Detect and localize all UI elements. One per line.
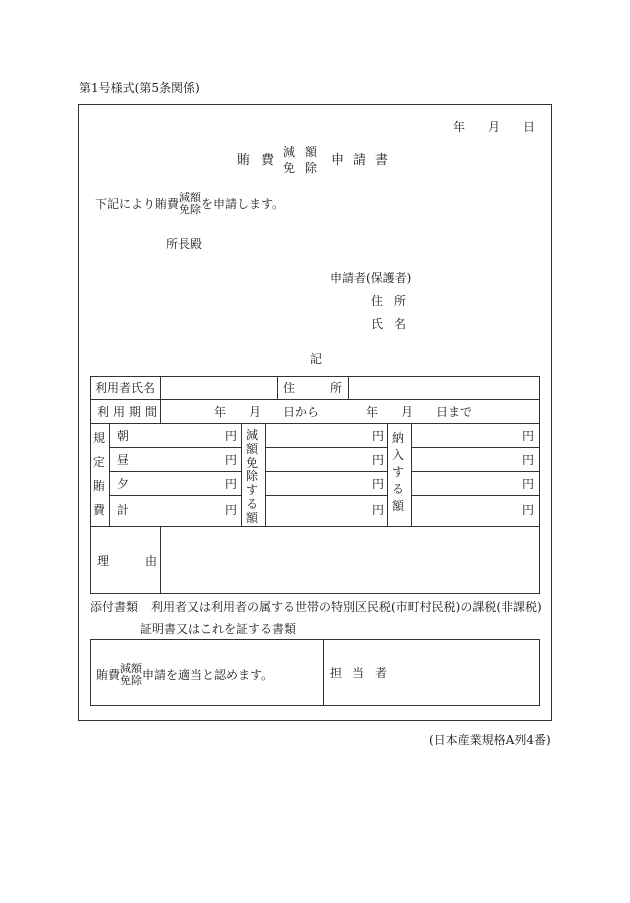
payment-char: る xyxy=(392,482,405,496)
yen-unit: 円 xyxy=(522,453,535,467)
table-rule xyxy=(160,376,161,399)
yen-unit: 円 xyxy=(225,429,238,443)
table-rule xyxy=(348,376,349,399)
table-rule xyxy=(109,423,110,526)
applicant-address-char: 所 xyxy=(394,294,407,308)
table-rule xyxy=(265,447,387,448)
intro-before: 下記により賄費 xyxy=(95,196,180,211)
approval-stack-top: 減額 xyxy=(120,662,143,675)
reason-label-char: 理 xyxy=(97,554,110,568)
address-label-char: 所 xyxy=(330,381,343,395)
table-rule xyxy=(411,495,540,496)
user-name-field[interactable] xyxy=(172,380,272,396)
title-char: 除 xyxy=(305,161,318,175)
table-rule xyxy=(90,423,540,424)
title-char: 請 xyxy=(353,153,367,168)
attachments-line-1: 利用者又は利用者の属する世帯の特別区民税(市町村民税)の課税(非課税) xyxy=(151,600,542,614)
payment-char: す xyxy=(392,465,405,479)
yen-unit: 円 xyxy=(372,477,385,491)
date-month-label: 月 xyxy=(488,120,501,134)
approval-stack xyxy=(120,663,142,686)
period-start-month: 月 xyxy=(249,405,262,419)
title-char: 免 xyxy=(283,161,296,175)
user-address-field[interactable] xyxy=(355,380,535,396)
reduction-amount-label xyxy=(246,429,258,526)
period-end-year: 年 xyxy=(366,405,379,419)
title-char: 賄 xyxy=(237,153,251,168)
regulated-fee-char: 規 xyxy=(93,431,106,445)
period-start-day: 日から xyxy=(283,405,320,419)
table-rule xyxy=(265,423,266,526)
record-heading: 記 xyxy=(310,352,323,366)
table-rule xyxy=(411,471,540,472)
yen-unit: 円 xyxy=(372,503,385,517)
payment-amount-label xyxy=(392,431,404,514)
title-char: 書 xyxy=(375,153,389,168)
meal-dinner-label: 夕 xyxy=(117,477,130,491)
table-rule xyxy=(241,423,242,526)
officer-label-char: 者 xyxy=(375,666,388,680)
yen-unit: 円 xyxy=(372,453,385,467)
reason-field[interactable] xyxy=(166,532,534,588)
table-rule xyxy=(109,447,241,448)
yen-unit: 円 xyxy=(225,503,238,517)
table-rule xyxy=(411,447,540,448)
reduction-char: す xyxy=(246,483,259,498)
title-char: 減 xyxy=(283,145,296,159)
reduction-char: 額 xyxy=(246,441,259,456)
table-rule xyxy=(160,399,161,423)
reduction-char: 額 xyxy=(246,510,259,525)
period-start-year: 年 xyxy=(214,405,227,419)
intro-stack-top: 減額 xyxy=(179,191,202,204)
applicant-name-char: 名 xyxy=(394,317,407,331)
addressee: 所長殿 xyxy=(166,237,203,251)
table-rule xyxy=(323,639,324,706)
period-label-char: 期 xyxy=(129,405,142,419)
payment-char: 納 xyxy=(392,431,405,445)
table-rule xyxy=(387,423,388,526)
period-end-month: 月 xyxy=(401,405,414,419)
meal-breakfast-label: 朝 xyxy=(117,429,130,443)
yen-unit: 円 xyxy=(522,429,535,443)
officer-label-char: 担 xyxy=(330,666,343,680)
attachments-line-2: 証明書又はこれを証する書類 xyxy=(140,622,297,636)
title-char: 費 xyxy=(261,153,275,168)
yen-unit: 円 xyxy=(225,477,238,491)
yen-unit: 円 xyxy=(225,453,238,467)
period-label-char: 間 xyxy=(145,405,158,419)
reason-label-char: 由 xyxy=(145,554,158,568)
date-day-label: 日 xyxy=(523,120,536,134)
intro-stack-bottom: 免除 xyxy=(179,202,202,216)
table-rule xyxy=(90,526,540,527)
regulated-fee-label xyxy=(93,431,105,518)
user-name-label: 利用者氏名 xyxy=(95,381,156,395)
yen-unit: 円 xyxy=(522,503,535,517)
regulated-fee-char: 定 xyxy=(93,455,106,469)
meal-total-label: 計 xyxy=(117,503,130,517)
address-label-char: 住 xyxy=(283,381,296,395)
intro-after: を申請します。 xyxy=(201,196,285,211)
intro-sentence xyxy=(95,192,284,215)
approval-stack-bottom: 免除 xyxy=(120,673,143,687)
approval-after: 申請を適当と認めます。 xyxy=(142,667,274,682)
applicant-address-char: 住 xyxy=(371,294,384,308)
payment-char: 額 xyxy=(392,499,405,513)
table-rule xyxy=(90,399,540,400)
applicant-name-char: 氏 xyxy=(371,317,384,331)
meal-lunch-label: 昼 xyxy=(117,453,130,467)
date-year-label: 年 xyxy=(453,120,466,134)
table-rule xyxy=(265,495,387,496)
regulated-fee-char: 賄 xyxy=(93,479,106,493)
reduction-char: 除 xyxy=(246,469,259,484)
yen-unit: 円 xyxy=(522,477,535,491)
table-rule xyxy=(160,526,161,594)
intro-stack xyxy=(179,192,201,215)
approval-before: 賄費 xyxy=(96,667,121,682)
payment-char: 入 xyxy=(392,448,405,462)
regulated-fee-char: 費 xyxy=(93,503,106,517)
table-rule xyxy=(265,471,387,472)
attachments-label: 添付書類 xyxy=(90,600,139,614)
table-rule xyxy=(277,376,278,399)
table-rule xyxy=(109,471,241,472)
title-char: 申 xyxy=(331,153,345,168)
paper-size-note: (日本産業規格A列4番) xyxy=(429,733,551,747)
table-rule xyxy=(411,423,412,526)
period-label-char: 利 xyxy=(97,405,110,419)
reduction-char: る xyxy=(246,496,259,511)
yen-unit: 円 xyxy=(372,429,385,443)
reduction-char: 減 xyxy=(246,428,259,442)
period-label-char: 用 xyxy=(113,405,126,419)
table-rule xyxy=(109,495,241,496)
officer-label-char: 当 xyxy=(352,666,365,680)
title-char: 額 xyxy=(305,145,318,159)
form-number: 第1号様式(第5条関係) xyxy=(79,81,200,95)
reduction-char: 免 xyxy=(246,455,259,470)
applicant-label: 申請者(保護者) xyxy=(330,271,412,285)
approval-statement xyxy=(96,663,273,686)
period-end-day: 日まで xyxy=(436,405,473,419)
